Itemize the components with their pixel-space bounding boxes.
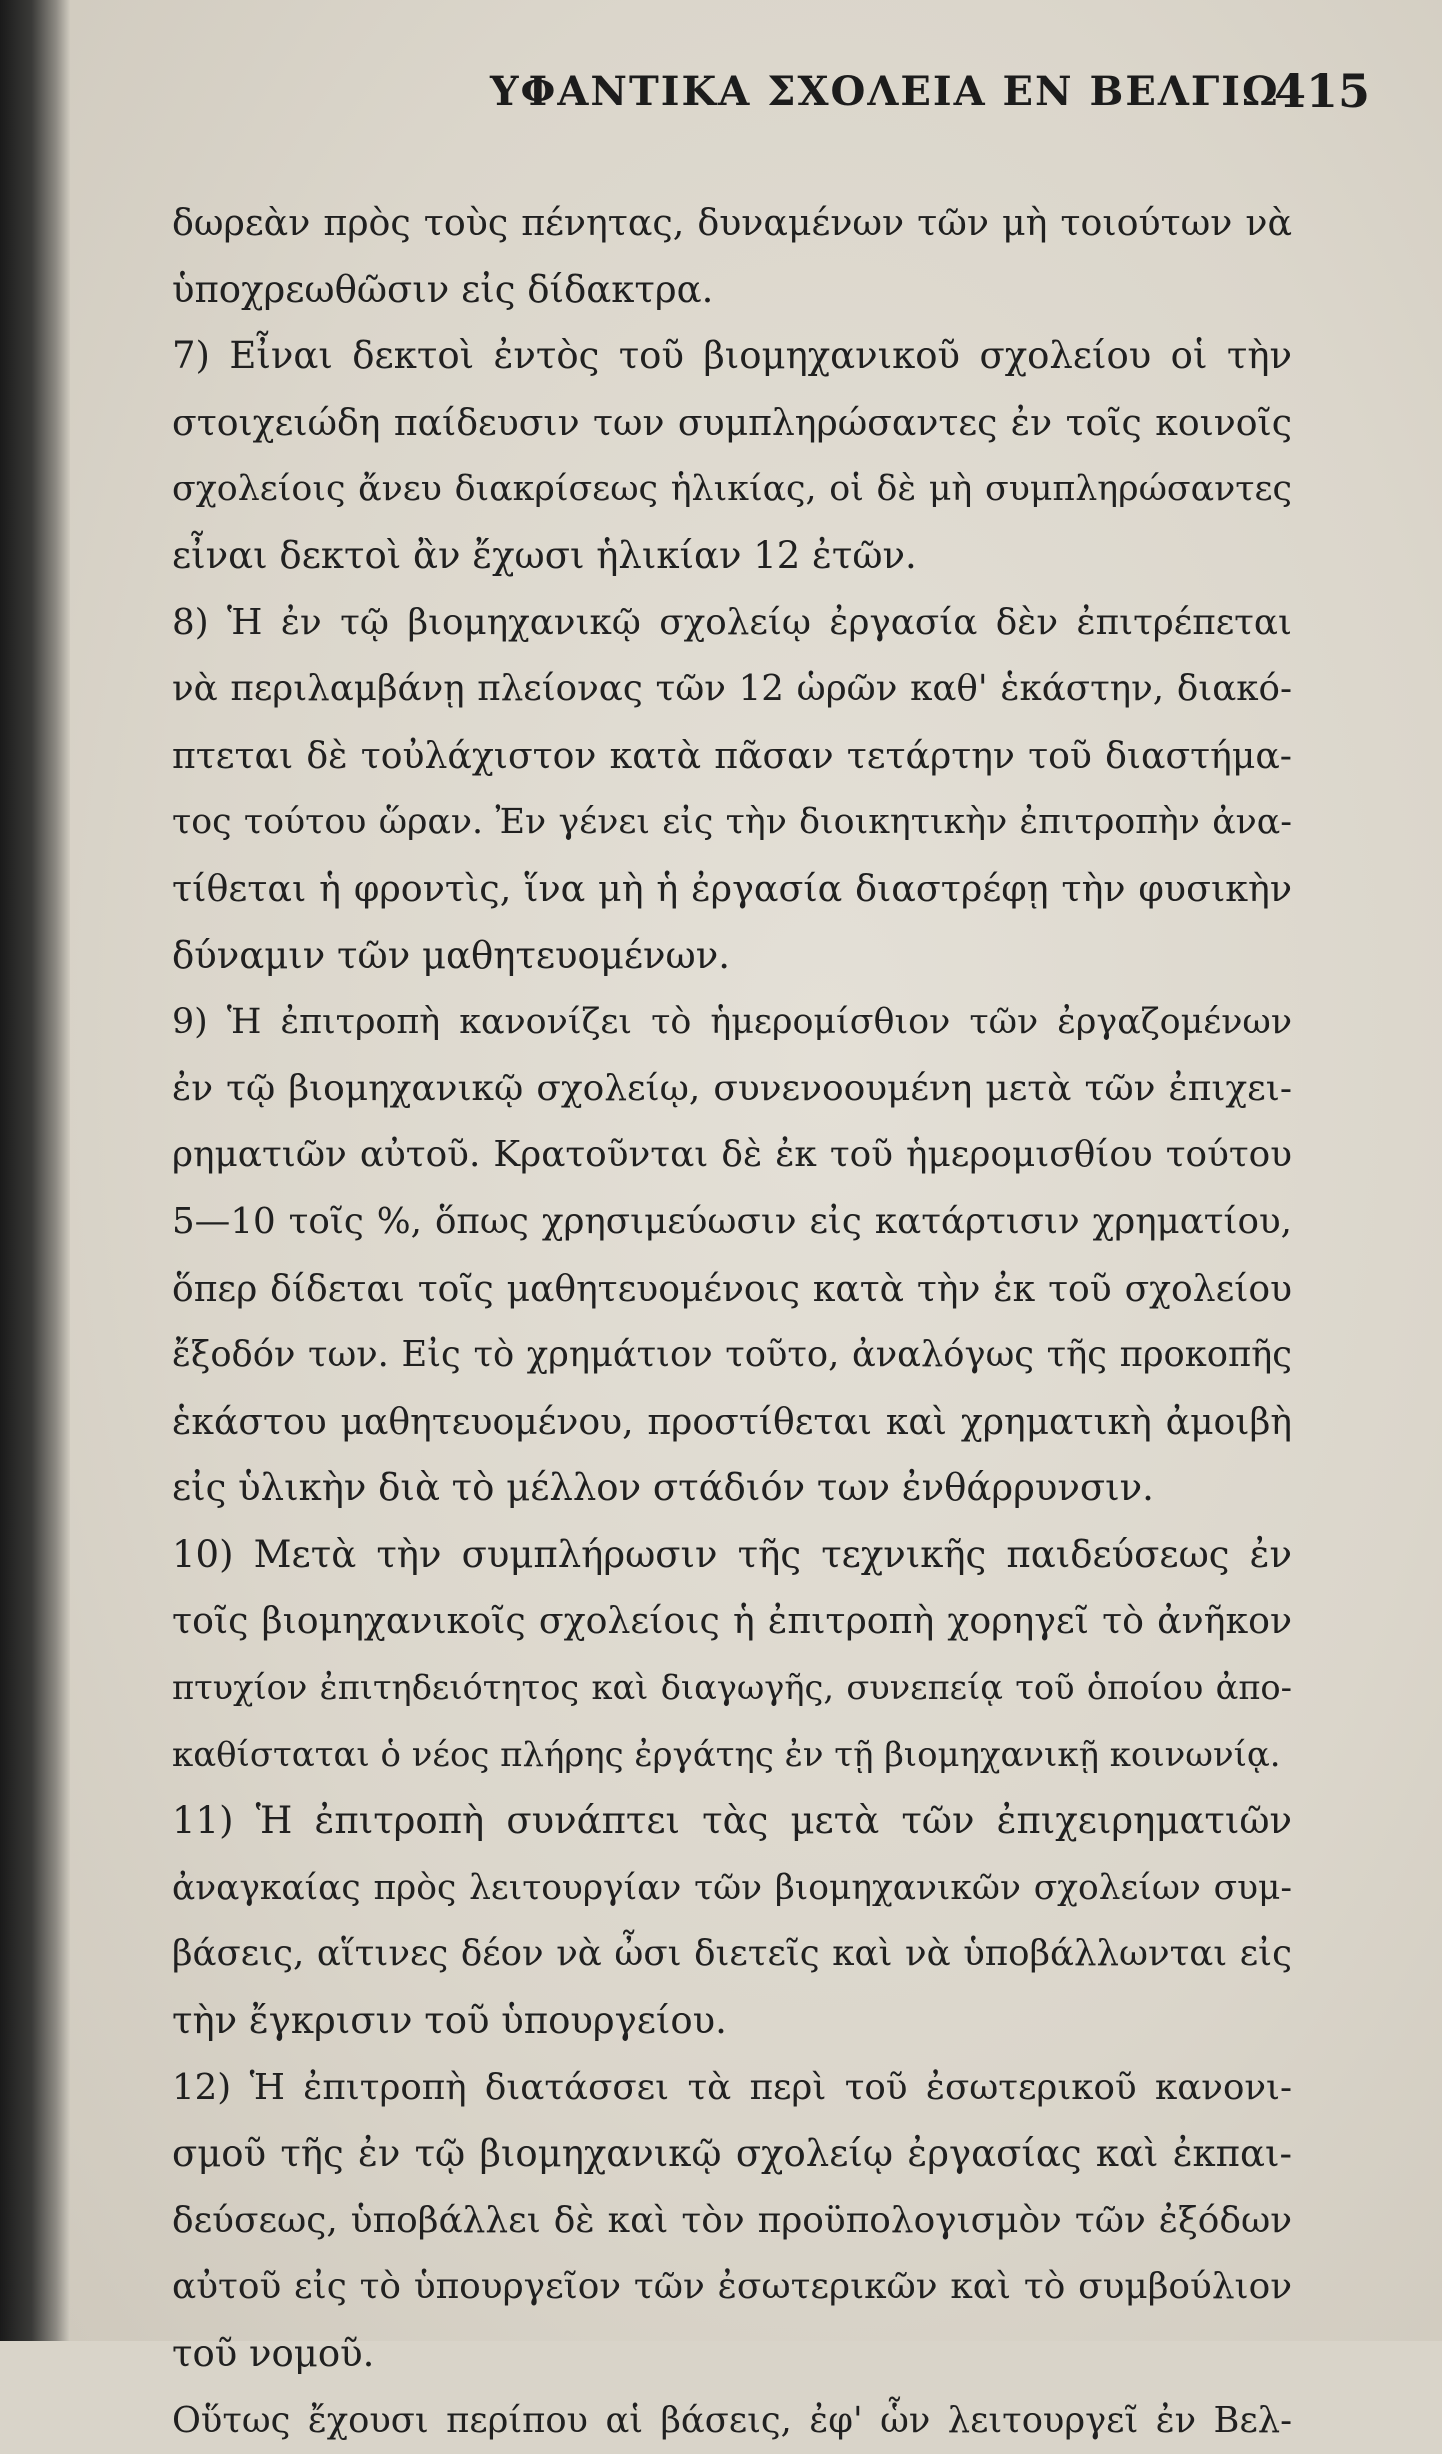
text-line: τος τούτου ὥραν. Ἐν γένει εἰς τὴν διοικητικὴν ἐπιτροπὴν ἀνα- [172,802,1292,843]
text-line: αὐτοῦ εἰς τὸ ὑπουργεῖον τῶν ἐσωτερικῶν καὶ τὸ συμβούλιον [172,2266,1292,2308]
text-line: ἔξοδόν των. Εἰς τὸ χρημάτιον τοῦτο, ἀναλόγως τῆς προκοπῆς [172,1334,1292,1376]
text-line: τοῦ νομοῦ. [172,2332,375,2375]
text-line: σχολείοις ἄνευ διακρίσεως ἡλικίας, οἱ δὲ μὴ συμπληρώσαντες [172,469,1292,510]
running-head-title: ΥΦΑΝΤΙΚΑ ΣΧΟΛΕΙΑ ΕΝ ΒΕΛΓΙΩ [490,68,1280,115]
text-line: δεύσεως, ὑποβάλλει δὲ καὶ τὸν προϋπολογισμὸν τῶν ἐξόδων [172,2199,1292,2241]
text-line: νὰ περιλαμβάνῃ πλείονας τῶν 12 ὡρῶν καθ' ἑκάστην, διακό- [172,668,1292,710]
text-line: στοιχειώδη παίδευσιν των συμπληρώσαντες ἐν τοῖς κοινοῖς [172,400,1292,444]
text-line: 7) Εἶναι δεκτοὶ ἐντὸς τοῦ βιομηχανικοῦ σχολείου οἱ τὴν [172,334,1292,378]
text-line: 12) Ἡ ἐπιτροπὴ διατάσσει τὰ περὶ τοῦ ἐσωτερικοῦ κανονι- [172,2066,1292,2108]
text-line: σμοῦ τῆς ἐν τῷ βιομηχανικῷ σχολείῳ ἐργασίας καὶ ἐκπαι- [172,2132,1292,2176]
text-line: πτυχίον ἐπιτηδειότητος καὶ διαγωγῆς, συνεπείᾳ τοῦ ὁποίου ἀπο- [172,1668,1292,1708]
text-line: πτεται δὲ τοὐλάχιστον κατὰ πᾶσαν τετάρτην τοῦ διαστήμα- [172,733,1292,777]
text-line: 11) Ἡ ἐπιτροπὴ συνάπτει τὰς μετὰ τῶν ἐπιχειρηματιῶν [172,1799,1292,1843]
text-line: εἶναι δεκτοὶ ἂν ἔχωσι ἡλικίαν 12 ἐτῶν. [172,533,917,577]
text-line: εἰς ὑλικὴν διὰ τὸ μέλλον στάδιόν των ἐνθάρρυνσιν. [172,1466,1154,1510]
text-line: ὑποχρεωθῶσιν εἰς δίδακτρα. [172,267,714,311]
text-line: 9) Ἡ ἐπιτροπὴ κανονίζει τὸ ἡμερομίσθιον τῶν ἐργαζομένων [172,1002,1292,1043]
text-line: καθίσταται ὁ νέος πλήρης ἐργάτης ἐν τῇ βιομηχανικῇ κοινωνίᾳ. [172,1734,1281,1775]
book-binding-shadow [0,0,70,2341]
text-line: τοῖς βιομηχανικοῖς σχολείοις ἡ ἐπιτροπὴ χορηγεῖ τὸ ἀνῆκον [172,1599,1292,1643]
text-line: 5—10 τοῖς %, ὅπως χρησιμεύωσιν εἰς κατάρτισιν χρηματίου, [172,1200,1292,1242]
text-line: ρηματιῶν αὐτοῦ. Κρατοῦνται δὲ ἐκ τοῦ ἡμερομισθίου τούτου [172,1134,1292,1176]
text-line: τίθεται ἡ φροντὶς, ἵνα μὴ ἡ ἐργασία διαστρέφῃ τὴν φυσικὴν [172,866,1292,910]
text-line: Οὕτως ἔχουσι περίπου αἱ βάσεις, ἐφ' ὧν λειτουργεῖ ἐν Βελ- [172,2399,1292,2441]
text-line: ἐν τῷ βιομηχανικῷ σχολείῳ, συνενοουμένη μετὰ τῶν ἐπιχει- [172,1067,1292,1109]
text-line: δύναμιν τῶν μαθητευομένων. [172,933,730,977]
text-line: ἀναγκαίας πρὸς λειτουργίαν τῶν βιομηχανικῶν σχολείων συμ- [172,1867,1292,1908]
text-line: 10) Μετὰ τὴν συμπλήρωσιν τῆς τεχνικῆς παιδεύσεως ἐν [172,1532,1292,1576]
page-number: 415 [1273,64,1370,118]
text-line: ὅπερ δίδεται τοῖς μαθητευομένοις κατὰ τὴν ἐκ τοῦ σχολείου [172,1267,1292,1310]
text-line: τὴν ἔγκρισιν τοῦ ὑπουργείου. [172,1999,727,2043]
body-text [172,190,1292,2454]
running-head [310,64,1410,128]
text-line: δωρεὰν πρὸς τοὺς πένητας, δυναμένων τῶν μὴ τοιούτων νὰ [172,201,1292,244]
text-line: 8) Ἡ ἐν τῷ βιομηχανικῷ σχολείῳ ἐργασία δὲν ἐπιτρέπεται [172,601,1292,643]
text-line: ἑκάστου μαθητευομένου, προστίθεται καὶ χρηματικὴ ἀμοιβὴ [172,1399,1292,1443]
text-line: βάσεις, αἵτινες δέον νὰ ὦσι διετεῖς καὶ νὰ ὑποβάλλωνται εἰς [172,1933,1292,1975]
